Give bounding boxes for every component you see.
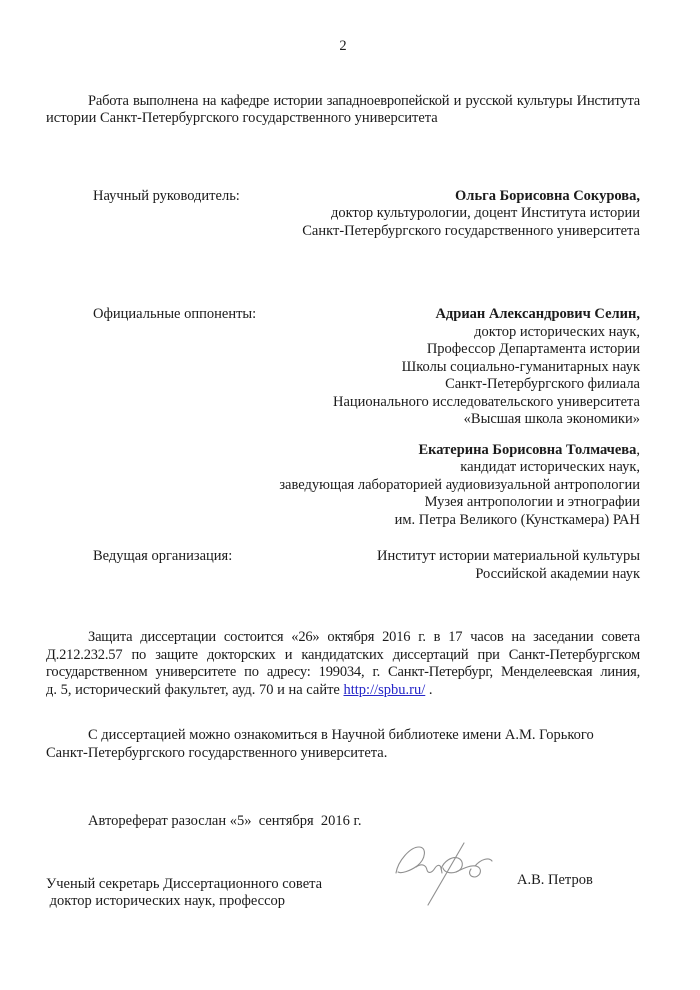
defense-line: Д.212.232.57 по защите докторских и кандидатских диссертаций при Санкт-Петербургском [46, 646, 640, 663]
opponent-line: Школы социально-гуманитарных наук [401, 358, 640, 375]
leading-org-label: Ведущая организация: [93, 548, 233, 564]
opponent-second [46, 442, 640, 530]
opponent-line: Национального исследовательского университета [333, 393, 640, 410]
opponent-line: Профессор Департамента истории [426, 341, 640, 357]
supervisor-label: Научный руководитель: [93, 187, 240, 204]
leading-org-line: Российской академии наук [475, 565, 640, 582]
opponent-line: Музея антропологии и этнографии [424, 494, 640, 510]
defense-line: государственном университете по адресу: 199034, г. Санкт-Петербург, Менделеевская линия, [46, 664, 640, 680]
opponent-line: заведующая лабораторией аудиовизуальной антропологии [279, 476, 640, 493]
leading-org-row [46, 548, 640, 583]
defense-line: д. 5, исторический факультет, ауд. 70 и на сайте http://spbu.ru/ . [46, 681, 433, 698]
handwritten-signature-icon [386, 833, 498, 907]
sent-line: Автореферат разослан «5» сентября 2016 г. [88, 813, 362, 829]
opponent-first [46, 306, 640, 429]
leading-org-line: Институт истории материальной культуры [377, 548, 640, 564]
opponents-row [46, 306, 640, 529]
intro-paragraph [46, 93, 640, 128]
library-line: Санкт-Петербургского государственного университета. [46, 744, 388, 761]
footer [46, 871, 640, 911]
opponent-line: Санкт-Петербургского филиала [445, 376, 640, 392]
secretary-degree-line: доктор исторических наук, профессор [46, 893, 286, 909]
supervisor-line: Санкт-Петербургского государственного университета [302, 222, 640, 239]
library-paragraph [46, 727, 640, 762]
opponent-line: им. Петра Великого (Кунсткамера) РАН [394, 511, 640, 528]
intro-line: Работа выполнена на кафедре истории западноевропейской и русской культуры Института [88, 92, 640, 109]
opponent-line: кандидат исторических наук, [460, 459, 640, 475]
opponent-line: доктор исторических наук, [474, 323, 640, 340]
opponents-label: Официальные оппоненты: [93, 306, 257, 322]
opponent-first-name: Адриан Александрович Селин, [435, 306, 640, 322]
defense-paragraph [46, 629, 640, 699]
supervisor-name: Ольга Борисовна Сокурова, [455, 187, 640, 204]
supervisor-line: доктор культурологии, доцент Института истории [330, 205, 640, 221]
page-number: 2 [339, 38, 347, 54]
intro-line: истории Санкт-Петербургского государственного университета [46, 110, 438, 126]
library-line: С диссертацией можно ознакомиться в Научной библиотеке имени А.М. Горького [88, 727, 594, 743]
secretary-name: А.В. Петров [517, 871, 593, 888]
spbu-link[interactable]: http://spbu.ru/ [343, 681, 426, 698]
defense-line: Защита диссертации состоится «26» октября 2016 г. в 17 часов на заседании совета [88, 629, 640, 645]
secretary-line: Ученый секретарь Диссертационного совета [46, 875, 323, 892]
opponent-line: «Высшая школа экономики» [463, 411, 640, 427]
supervisor-row [46, 188, 640, 241]
opponent-second-name: Екатерина Борисовна Толмачева, [418, 441, 640, 458]
